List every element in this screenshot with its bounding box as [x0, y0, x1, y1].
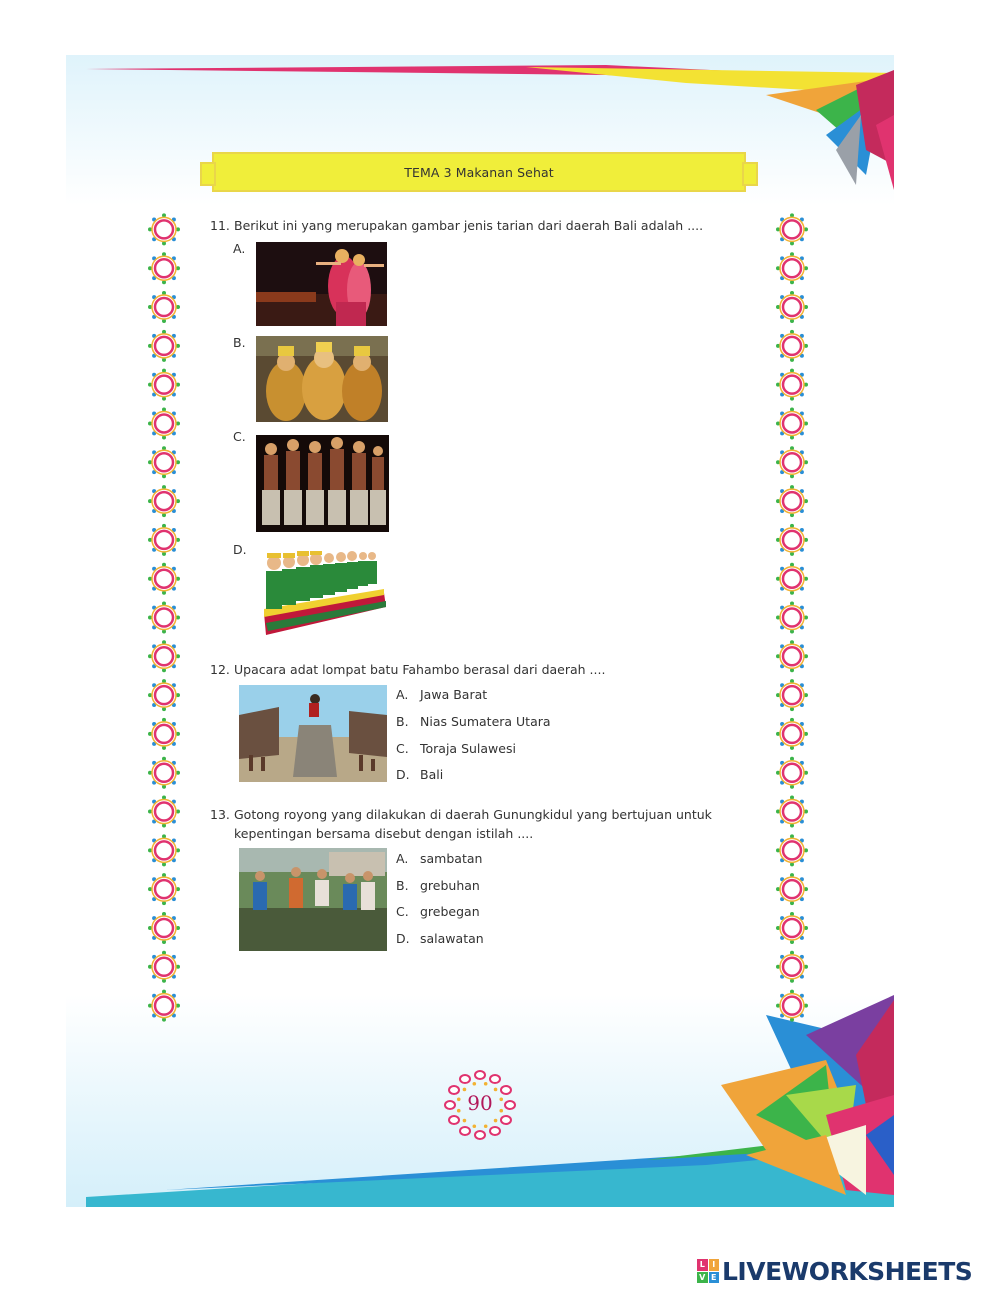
- option-b[interactable]: [396, 714, 551, 734]
- option-text: grebuhan: [420, 878, 480, 893]
- question-13: [210, 805, 770, 845]
- left-ornament-border: [146, 210, 182, 1025]
- question-12: [210, 660, 770, 680]
- theme-banner: [212, 152, 746, 192]
- option-label: D.: [396, 767, 410, 782]
- question-number: 13.: [210, 807, 230, 822]
- ornament-flower-icon: [148, 446, 180, 478]
- ornament-flower-icon: [776, 563, 808, 595]
- option-label: C.: [396, 904, 409, 919]
- ornament-flower-icon: [776, 213, 808, 245]
- ornament-flower-icon: [776, 602, 808, 634]
- ornament-flower-icon: [148, 485, 180, 517]
- question-number: 11.: [210, 218, 230, 233]
- option-label-d[interactable]: D.: [233, 542, 247, 557]
- right-ornament-border: [774, 210, 810, 1025]
- ornament-flower-icon: [148, 602, 180, 634]
- option-text: salawatan: [420, 931, 484, 946]
- ornament-flower-icon: [148, 873, 180, 905]
- villagers-working-together-photo: [239, 848, 387, 951]
- theme-title: TEMA 3 Makanan Sehat: [404, 164, 554, 180]
- ornament-flower-icon: [776, 291, 808, 323]
- ornament-flower-icon: [776, 873, 808, 905]
- option-label: C.: [396, 741, 409, 756]
- logo-letter: E: [709, 1272, 720, 1284]
- ornament-flower-icon: [776, 990, 808, 1022]
- ornament-flower-icon: [148, 640, 180, 672]
- liveworksheets-logo[interactable]: [697, 1255, 972, 1287]
- ornament-flower-icon: [148, 718, 180, 750]
- dancers-in-row-photo[interactable]: [256, 435, 389, 532]
- ornament-flower-icon: [776, 485, 808, 517]
- ornament-flower-icon: [148, 563, 180, 595]
- ornament-flower-icon: [776, 252, 808, 284]
- brand-logo-icon: [697, 1259, 719, 1283]
- ornament-flower-icon: [148, 912, 180, 944]
- option-text: Bali: [420, 767, 444, 782]
- option-label: D.: [396, 931, 410, 946]
- dancers-on-dark-stage-photo[interactable]: [256, 242, 387, 326]
- ornament-flower-icon: [148, 951, 180, 983]
- ornament-flower-icon: [148, 330, 180, 362]
- question-text-line1: Gotong royong yang dilakukan di daerah Gunungkidul yang bertujuan untuk: [234, 807, 712, 822]
- option-d[interactable]: [396, 931, 484, 951]
- ornament-flower-icon: [148, 796, 180, 828]
- ornament-flower-icon: [148, 757, 180, 789]
- brand-name: LIVEWORKSHEETS: [722, 1256, 973, 1286]
- option-label-b[interactable]: B.: [233, 335, 246, 350]
- option-label: B.: [396, 714, 409, 729]
- page-number-badge: [440, 1065, 520, 1145]
- option-text: Toraja Sulawesi: [420, 741, 516, 756]
- question-text: Berikut ini yang merupakan gambar jenis tarian dari daerah Bali adalah ....: [234, 218, 704, 233]
- question-11: [210, 216, 770, 236]
- ornament-flower-icon: [776, 757, 808, 789]
- ornament-flower-icon: [148, 407, 180, 439]
- stone-jumping-village-photo: [239, 685, 387, 782]
- ornament-flower-icon: [148, 679, 180, 711]
- option-label-a[interactable]: A.: [233, 241, 246, 256]
- option-label-c[interactable]: C.: [233, 429, 246, 444]
- option-a[interactable]: [396, 687, 487, 707]
- option-text: Jawa Barat: [420, 687, 488, 702]
- worksheet-page: [66, 55, 894, 1207]
- ornament-flower-icon: [148, 252, 180, 284]
- question-text: Upacara adat lompat batu Fahambo berasal dari daerah ....: [234, 662, 606, 677]
- option-a[interactable]: [396, 851, 482, 871]
- ornament-flower-icon: [776, 951, 808, 983]
- logo-letter: V: [697, 1272, 708, 1284]
- ornament-flower-icon: [776, 407, 808, 439]
- question-text-line2: kepentingan bersama disebut dengan istilah ....: [234, 826, 534, 841]
- ornament-flower-icon: [148, 524, 180, 556]
- ornament-flower-icon: [776, 524, 808, 556]
- ornament-flower-icon: [148, 834, 180, 866]
- question-number: 12.: [210, 662, 230, 677]
- saman-dancers-illustration[interactable]: [256, 543, 392, 639]
- balinese-dancers-golden-costume-photo[interactable]: [256, 336, 388, 422]
- ornament-flower-icon: [776, 718, 808, 750]
- page-number: 90: [467, 1091, 493, 1115]
- ornament-flower-icon: [148, 213, 180, 245]
- option-label: A.: [396, 687, 409, 702]
- logo-letter: I: [709, 1259, 720, 1271]
- option-b[interactable]: [396, 878, 480, 898]
- option-text: grebegan: [420, 904, 480, 919]
- ornament-flower-icon: [776, 834, 808, 866]
- ornament-flower-icon: [776, 330, 808, 362]
- ornament-flower-icon: [776, 679, 808, 711]
- ornament-flower-icon: [776, 369, 808, 401]
- ornament-flower-icon: [776, 796, 808, 828]
- option-c[interactable]: [396, 904, 480, 924]
- logo-letter: L: [697, 1259, 708, 1271]
- option-label: B.: [396, 878, 409, 893]
- option-c[interactable]: [396, 741, 516, 761]
- option-text: sambatan: [420, 851, 483, 866]
- option-text: Nias Sumatera Utara: [420, 714, 551, 729]
- ornament-flower-icon: [148, 990, 180, 1022]
- option-d[interactable]: [396, 767, 443, 787]
- ornament-flower-icon: [776, 640, 808, 672]
- ornament-flower-icon: [776, 912, 808, 944]
- ornament-flower-icon: [148, 291, 180, 323]
- ornament-flower-icon: [776, 446, 808, 478]
- option-label: A.: [396, 851, 409, 866]
- ornament-flower-icon: [148, 369, 180, 401]
